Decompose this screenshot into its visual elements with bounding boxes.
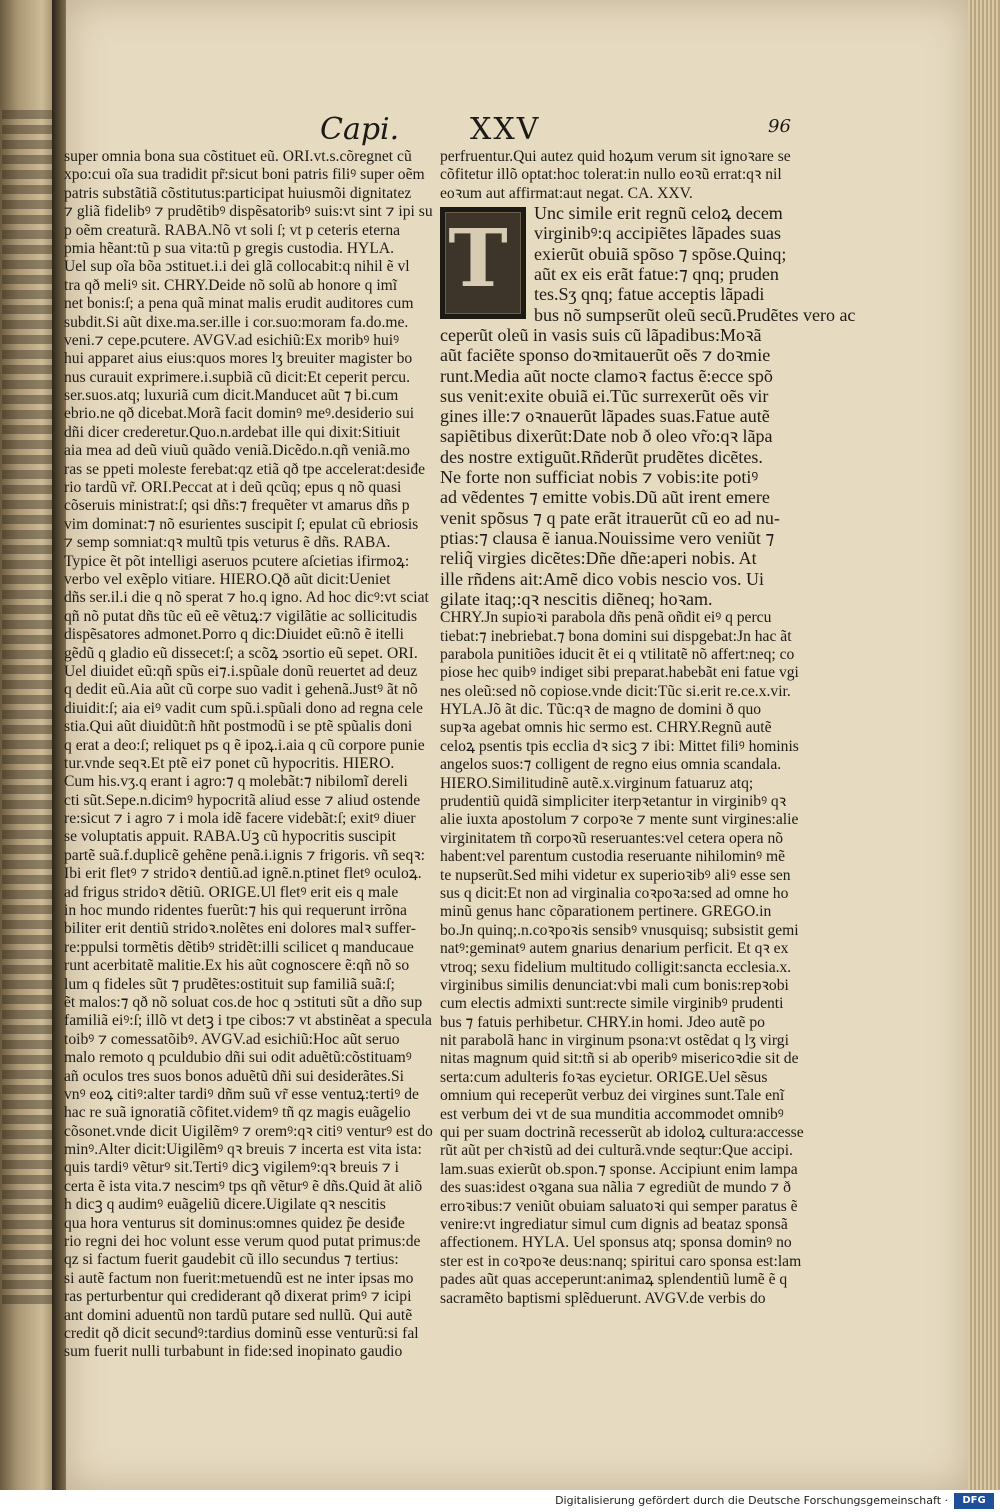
text-line: angelos suos:⁊ colligent de regno eius omnia scandala. — [440, 756, 782, 774]
funding-note: Digitalisierung gefördert durch die Deutsche Forschungsgemeinschaft · — [555, 1494, 948, 1507]
text-line: hac re suã ignoratiã cõfitet.videmꝰ tñ qz magis euãgelio — [64, 1104, 411, 1122]
text-line: est verbum dei vt de sua munditia accommodet omnibꝰ — [440, 1105, 784, 1123]
left-text-column — [64, 148, 434, 1362]
text-line: venit spõsus ⁊ q pate erãt itrauerũt cũ eo ad nu- — [440, 507, 780, 528]
gospel-passage — [440, 203, 856, 609]
text-line: qui per suam doctrinã recesserũt ab idoloꝝ cultura:accesse — [440, 1124, 804, 1142]
text-line: dñi dicer crederetur.Quo.n.ardebat ille qui dixit:Sitiuit — [64, 423, 401, 441]
text-line: ⁊ gliã fidelibꝰ ⁊ prudẽtibꝰ dispẽsatoribꝰ suis:vt sint ⁊ ipi su — [64, 203, 433, 221]
text-line: gẽdũ q gladio eũ dissecet:ſ; a scõꝝ ↄsortio eũ sepet. ORI. — [64, 644, 418, 662]
text-line: añ oculos tres suos bonos aduẽtũ dñi sui desiderãtes.Si — [64, 1067, 404, 1085]
text-line: nus curauit exprimere.i.supbiã cũ dicit:Et ceperit percu. — [64, 368, 410, 386]
text-line: aia mea ad deũ viuũ quãdo veniã.Dicẽdo.n.qñ veniã.mo — [64, 442, 410, 460]
text-line: Uel sup oĩa bõa ↄstituet.i.i dei glã collocabit:q nihil ẽ vl — [64, 258, 410, 276]
text-line: sapiẽtibus dixerũt:Date nob ð oleo vr̃o:qꝛ lãpa — [440, 426, 773, 447]
text-line: pmia hẽant:tũ p sua vita:tũ p gregis custodia. HYLA. — [64, 239, 395, 257]
text-line: tra qð meliꝰ sit. CHRY.Deide nõ solũ ab honore q imĩ — [64, 276, 398, 294]
text-line: nit parabolã hanc in virginum psona:vt ostẽdat q lʒ virgi — [440, 1032, 789, 1050]
text-line: Typice ẽt põt intelligi aseruos pcutere aſcietias ifirmoꝝ: — [64, 552, 410, 570]
text-line: ster est in coꝛpoꝛe deus:nanq; spiritui caro sponsa est:lam — [440, 1252, 802, 1270]
text-line: qua hora venturus sit dominus:omnes quidez p̃e desiđe — [64, 1214, 405, 1232]
text-line: super omnia bona sua cõstituet eũ. ORI.vt.s.cõregnet cũ — [64, 148, 412, 165]
running-head — [320, 112, 880, 152]
text-line: xpo:cui oĩa sua tradidit pr̃:sicut boni patris filiꝰ super oẽm — [64, 166, 425, 184]
chapter-numeral: XXV — [470, 112, 541, 147]
text-line: erroꝛibus:⁊ veniũt obuiam saluatoꝛi qui semper paratus ẽ — [440, 1197, 798, 1215]
text-line: minũ genus hanc cõparationem pertinere. GREGO.in — [440, 903, 772, 921]
text-line: ras se ppeti moleste ferebat:qz etiã qð tpe accelerat:desiđe — [64, 460, 426, 478]
text-line: ille rñdens ait:Amẽ dico vobis nescio vos. Ui — [440, 568, 764, 589]
commentary-ending — [440, 148, 822, 203]
text-line: diuidit:ſ; aia eiꝰ vadit cum spũ.i.spũali dono ad regna cele — [64, 699, 423, 717]
text-line: in hoc mundo ridentes fuerũt:⁊ his qui requerunt irrõna — [64, 902, 407, 920]
text-line: hui apparet aius eius:quos mores lʒ breuiter magister bo — [64, 350, 413, 368]
text-line: piose hec quibꝰ indiget sibi preparat.habebãt eni fatue vgi — [440, 664, 799, 682]
text-line: celoꝝ psentis tpis ecclia dꝛ sicꝫ ⁊ ibi: Mittet filiꝰ hominis — [440, 737, 799, 755]
text-line: ebrio.ne qð dicebat.Morã facit dominꝰ meꝰ.desiderio sui — [64, 405, 415, 423]
text-line: nitas magnum quid sit:tñ si ab operibꝰ misericoꝛdie sit de — [440, 1050, 799, 1068]
text-line: cõfitetur illõ optat:hoc tolerat:in nullo eoꝛũ errat:qꝛ nil — [440, 166, 782, 184]
gloss-commentary — [440, 609, 822, 1308]
text-line: nes oleũ:sed nõ copiose.vnde dicit:Tũc si.erit re.ce.x.vir. — [440, 682, 791, 700]
dfg-logo: DFG — [954, 1493, 994, 1509]
text-line: habent:vel parentum custodia reseruante nihilominꝰ mẽ — [440, 848, 786, 866]
text-line: ras perturbentur qui crediderant qð dixerat primꝰ ⁊ icipi — [64, 1288, 412, 1306]
text-line: bus ⁊ fatuis perhibetur. CHRY.in homi. Jdeo autẽ po — [440, 1013, 765, 1031]
text-line: veni.⁊ cepe.pcutere. AVGV.ad esichiũ:Ex moribꝰ huiꝰ — [64, 331, 400, 349]
text-line: tiebat:⁊ inebriebat.⁊ bona domini sui dispgebat:Jn hac ãt — [440, 627, 792, 645]
text-line: net bonis:ſ; a pena quã minat malis erudit auditores cum — [64, 295, 414, 313]
text-line: parabola punitiões iducit ẽt ei q vtilitatẽ nõ affert:neq; co — [440, 645, 795, 663]
funding-footer — [0, 1490, 1000, 1512]
text-line: aũt faciẽte sponso doꝛmitauerũt oẽs ⁊ doꝛmie — [440, 345, 771, 366]
text-line: ad vẽdentes ⁊ emitte vobis.Dũ aũt irent emere — [440, 487, 770, 508]
text-line: Unc simile erit regnũ celoꝝ decem — [534, 203, 783, 224]
text-line: perfruentur.Qui autez quid hoꝝum verum sit ignoꝛare se — [440, 148, 791, 165]
text-line: affectionem. HYLA. Uel sponsus atq; sponsa dominꝰ no — [440, 1234, 792, 1252]
text-line: Uel diuidet eũ:qñ spũs ei⁊.i.spũale donũ reuertet ad deuz — [64, 662, 418, 680]
text-line: reliq̃ virgies dicẽtes:Dñe dñe:aperi nobis. At — [440, 548, 757, 569]
text-line: alie iuxta apostolum ⁊ corpoꝛe ⁊ mente sunt virgines:alie — [440, 811, 799, 829]
text-line: Ibi erit fletꝰ ⁊ stridoꝛ dentiũ.ad ignẽ.n.ptinet fletꝰ oculoꝝ. — [64, 865, 422, 883]
text-line: cti sũt.Sepe.n.dicimꝰ hypocritã aliud esse ⁊ aliud ostende — [64, 791, 421, 809]
text-line: q dedit eũ.Aia aũt cũ corpe suo vadit i gehenã.Justꝰ ãt nõ — [64, 681, 418, 699]
text-line: tes.Sʒ qnq; fatue acceptis lãpadi — [534, 284, 765, 305]
text-line: virginibꝰ:q accipiẽtes lãpades suas — [534, 223, 781, 244]
text-line: si autẽ factum non fuerit:metuendũ est ne inter ipsas mo — [64, 1269, 414, 1287]
text-line: cum electis admixti sunt:recte simile virginibꝰ prudenti — [440, 995, 784, 1013]
text-line: te nupserũt.Sed mihi videtur ex superioꝛibꝰ aliꝰ esse sen — [440, 866, 791, 884]
text-line: lum q fideles sũt ⁊ prudẽtes:ostituit sup familiã suã:ſ; — [64, 975, 395, 993]
text-line: cõseruis ministrat:ſ; qsi dñs:⁊ frequẽter vt amarus dñs p — [64, 497, 410, 515]
text-line: HYLA.Jõ ãt dic. Tũc:qꝛ de magno de domini ð quo — [440, 701, 762, 719]
text-line: ser.suos.atq; luxuriã cum dicit.Manducet aũt ⁊ bi.cum — [64, 387, 399, 405]
text-line: cõsonet.vnde dicit Uigilẽmꝰ ⁊ oremꝰ:qꝛ citiꝰ venturꝰ est do — [64, 1122, 433, 1140]
text-line: serta:cum adulteris foꝛas eycietur. ORIGE.Uel sẽsus — [440, 1068, 768, 1086]
text-line: rio regni dei hoc volunt esse verum quod putat primus:de — [64, 1233, 421, 1251]
text-line: aũt ex eis erãt fatue:⁊ qnq; pruden — [534, 264, 779, 285]
text-line: lam.suas exierũt ob.spon.⁊ sponse. Accipiunt enim lampa — [440, 1160, 798, 1178]
text-line: ceperũt oleũ in vasis suis cũ lãpadibus:Moꝛã — [440, 324, 762, 345]
text-line: subdit.Si aũt dixe.ma.ser.ille i cor.suo:moram fa.do.me. — [64, 313, 409, 331]
text-line: sum fuerit nulli turbabunt in fide:sed inopinato gaudio — [64, 1343, 403, 1361]
text-line: re:sicut ⁊ i agro ⁊ i mola idẽ facere videbãt:ſ; exitꝰ diuer — [64, 810, 416, 828]
folio-number: 96 — [768, 116, 791, 137]
text-line: h dicꝫ q audimꝰ euãgeliũ dicere.Uigilate qꝛ nescitis — [64, 1196, 386, 1214]
text-line: eoꝛum aut affirmat:aut negat. CA. XXV. — [440, 184, 693, 202]
left-page-edge — [0, 0, 60, 1490]
text-line: familiã eiꝰ:ſ; illõ vt detꝫ i tpe cibos:⁊ vt abstinẽat a specula — [64, 1012, 432, 1030]
initial-letter: T — [448, 211, 508, 306]
text-line: gilate itaq;:qꝛ nescitis diẽneq; hoꝛam. — [440, 588, 713, 609]
text-line: prudentiũ quidã simpliciter iterpꝛetantur in virginibꝰ qꝛ — [440, 793, 787, 811]
text-line: runt.Media aũt nocte clamoꝛ factus ẽ:ecce spõ — [440, 365, 773, 386]
text-line: q erat a deo:ſ; reliquet ps q ẽ ipoꝝ.i.aia q cũ corpore punie — [64, 736, 425, 754]
text-line: dñs ser.il.i die q nõ sperat ⁊ ho.q igno. Ad hoc dicꝰ:vt sciat — [64, 589, 429, 607]
text-line: certa ẽ ista vita.⁊ nescimꝰ tps qñ vẽturꝰ ẽ dñs.Quid ãt aliõ — [64, 1177, 423, 1195]
text-line: re:ppulsi tormẽtis dẽtibꝰ stridẽt:illi scilicet q manducaue — [64, 938, 414, 956]
text-line: p oẽm creaturã. RABA.Nõ vt soli ſ; vt p ceteris eterna — [64, 221, 401, 239]
text-line: supꝛa agebat omnis hic sermo est. CHRY.Regnũ autẽ — [440, 719, 772, 737]
text-line: ẽt malos:⁊ qð nõ soluat cos.de hoc q ↄstituti sũt a dño sup — [64, 993, 423, 1011]
text-line: Cum his.vʒ.q erant i agro:⁊ q molebãt:⁊ nibilomĩ dereli — [64, 773, 408, 791]
text-line: sus venit:exite obuiã ei.Tũc surrexerũt oẽs vir — [440, 385, 769, 406]
page-stack-edge — [968, 0, 1000, 1490]
text-line: vtroq; sexu fidelium multitudo colligit:sancta ecclesia.x. — [440, 958, 792, 976]
text-line: virginibus similis denunciat:vbi mali cum bonis:repꝛobi — [440, 976, 789, 994]
text-line: verbo vel exẽplo vitiare. HIERO.Qð aũt dicit:Ueniet — [64, 570, 391, 588]
text-line: vnꝰ eoꝝ citiꝰ:alter tardiꝰ dñm suũ vr̃ esse ventuꝝ:tertiꝰ de — [64, 1085, 419, 1103]
text-line: ptias:⁊ clausa ẽ ianua.Nouissime vero veniũt ⁊ — [440, 527, 775, 548]
left-page-text-fragment — [2, 110, 54, 1310]
text-line: rũt aũt per chꝛistũ ad dei culturã.vnde seqtur:Que accipi. — [440, 1142, 793, 1160]
text-line: pades aũt quas acceperunt:animaꝝ splendentiũ lumẽ ẽ q — [440, 1271, 788, 1289]
text-line: quis tardiꝰ vẽturꝰ sit.Tertiꝰ dicꝫ vigilemꝰ:qꝛ breuis ⁊ i — [64, 1159, 400, 1177]
text-line: des suas:idest oꝛgana sua nãlia ⁊ egrediũt de mundo ⁊ ð — [440, 1179, 791, 1197]
text-line: ⁊ semp somniat:qꝛ multũ tpis veturus ẽ dñs. RABA. — [64, 534, 391, 552]
text-line: toibꝰ ⁊ comessatõibꝰ. AVGV.ad esichiũ:Hoc aũt seruo — [64, 1030, 400, 1048]
text-line: venire:vt ingrediatur simul cum dignis ad beataz sponsã — [440, 1216, 788, 1233]
text-line: rio tardũ vr̃. ORI.Peccat at i deũ qcũq; epus q nõ quasi — [64, 479, 402, 497]
text-line: gines ille:⁊ oꝛnauerũt lãpades suas.Fatue autẽ — [440, 406, 770, 427]
text-line: qz si factum fuerit gaudebit cũ illo secundus ⁊ tertius: — [64, 1251, 399, 1269]
text-line: ad frigus stridoꝛ dẽtiũ. ORIGE.Ul fletꝰ erit eis q male — [64, 883, 399, 901]
text-line: sus q dicit:Et non ad virginalia coꝛpoꝛa:sed ad omne ho — [440, 884, 789, 902]
text-line: runt acerbitatẽ malitie.Ex his aũt cognoscere ẽ:qñ nõ so — [64, 957, 410, 975]
text-line: minꝰ.Alter dicit:Uigilẽmꝰ qꝛ breuis ⁊ incerta est vita ista: — [64, 1141, 422, 1159]
decorated-initial — [440, 207, 526, 319]
right-text-column — [440, 148, 856, 1308]
text-line: omnium qui receperũt verbuz dei virgines sunt.Tale enĩ — [440, 1087, 785, 1105]
text-line: Ne forte non sufficiat nobis ⁊ vobis:ite potiꝰ — [440, 467, 759, 488]
text-line: patris substãtiã cõstitutus:participat huiusmõi dignitatez — [64, 184, 412, 202]
text-line: bo.Jn quinq;.n.coꝛpoꝛis sensibꝰ vnusquisq; subsistit gemi — [440, 921, 799, 939]
text-line: bus nõ sumpserũt oleũ secũ.Prudẽtes vero ac — [534, 304, 856, 325]
text-line: stia.Qui aũt diuidũt:ñ hñt postmodũ i se ptẽ spũalis doni — [64, 718, 413, 736]
text-line: HIERO.Similitudinẽ autẽ.x.virginum fatuaruz atq; — [440, 774, 754, 792]
running-head-capi: Capi. — [320, 112, 400, 147]
text-line: des nostre extiguũt.Rñderũt prudẽtes dicẽtes. — [440, 446, 763, 467]
text-line: ant domini aduentũ non tardũ putare sed nullũ. Qui autẽ — [64, 1306, 413, 1324]
text-line: malo remoto q pculdubio dñi sui odit aduẽtũ:cõstituamꝰ — [64, 1049, 412, 1067]
text-line: se voluptatis appuit. RABA.Uꝫ cũ hypocritis suscipit — [64, 828, 396, 846]
text-line: CHRY.Jn supioꝛi parabola dñs penã oñdit eiꝰ q percu — [440, 609, 772, 627]
text-line: biliter erit dentiũ stridoꝛ.nolẽtes eni dolores malꝛ suffer- — [64, 920, 416, 938]
text-line: dispẽsatores admonet.Porro q dic:Diuidet eũ:nõ ẽ itelli — [64, 626, 404, 644]
text-line: natꝰ:geminatꝰ autem gnarius denarium perficit. Et qꝛ ex — [440, 940, 789, 958]
text-line: sacramẽto baptismi splẽduerunt. AVGV.de verbis do — [440, 1289, 766, 1307]
text-line: vim dominat:⁊ nõ esurientes suscipit ſ; epulat cũ ebriosis — [64, 515, 419, 533]
text-line: exierũt obuiã spõso ⁊ spõse.Quinq; — [534, 243, 787, 264]
text-line: virginitatem tñ corpoꝛũ reseruantes:vel cetera opera nõ — [440, 829, 784, 847]
text-line: credit qð dicit secundꝰ:tardius dominũ esse venturũ:si fal — [64, 1325, 419, 1342]
text-line: partẽ suã.f.duplicẽ gehẽne penã.i.ignis ⁊ frigoris. vñ seqꝛ: — [64, 846, 426, 864]
text-line: tur.vnde seqꝛ.Et ptẽ ei⁊ ponet cũ hypocritis. HIERO. — [64, 754, 395, 772]
text-line: qñ nõ putat dñs tũc eũ eẽ vẽtuꝝ:⁊ vigilãtie ac sollicitudis — [64, 607, 418, 625]
